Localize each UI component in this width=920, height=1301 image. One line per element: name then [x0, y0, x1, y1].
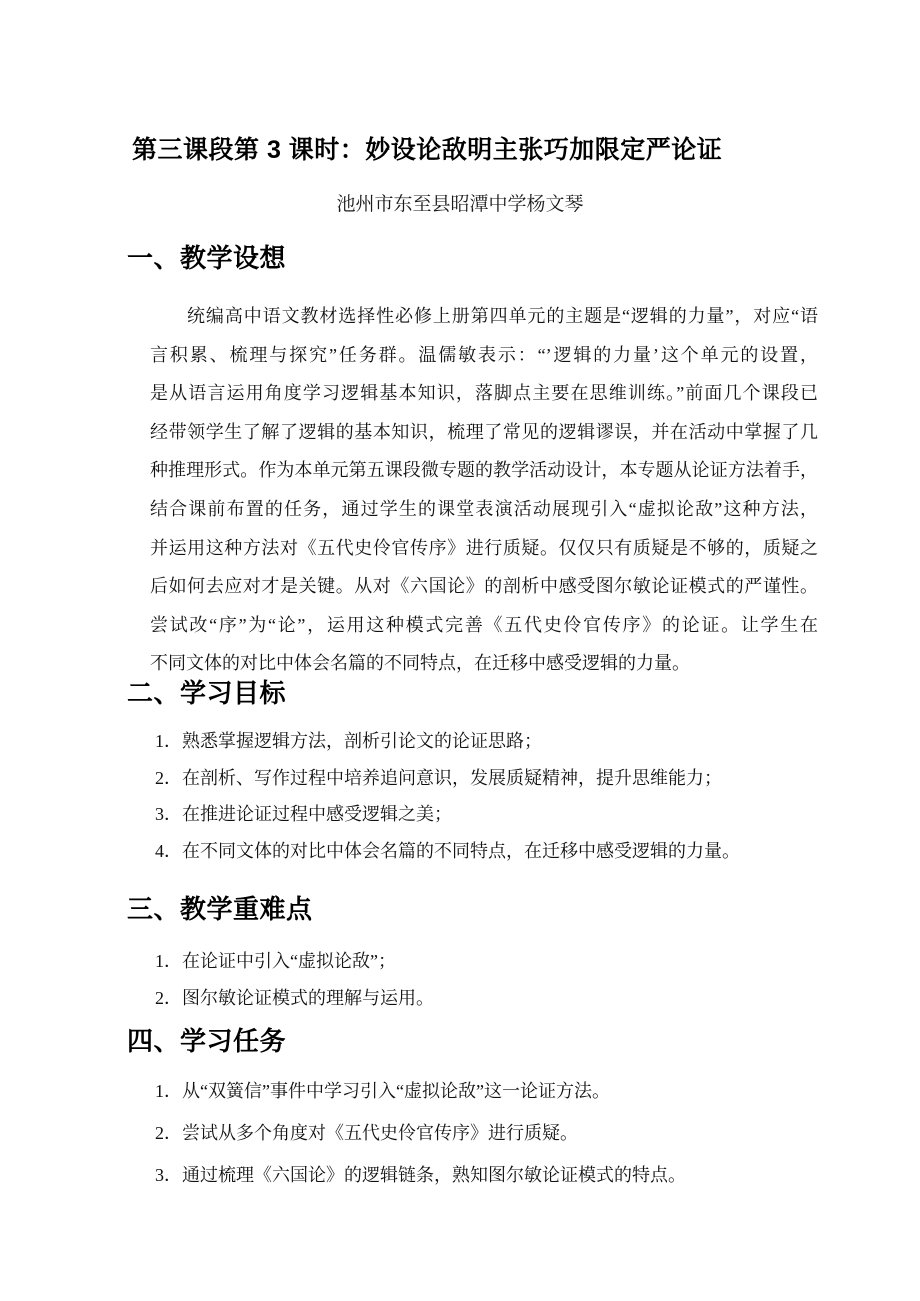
paragraph-line: 后如何去应对才是关键。从对《六国论》的剖析中感受图尔敏论证模式的严谨性。	[150, 576, 818, 597]
paragraph-line: 种推理形式。作为本单元第五课段微专题的教学活动设计，本专题从论证方法着手，	[150, 460, 818, 481]
paragraph-line: 统编高中语文教材选择性必修上册第四单元的主题是“逻辑的力量”，对应“语	[187, 306, 818, 326]
list-item: 2．在剖析、写作过程中培养追问意识，发展质疑精神，提升思维能力；	[155, 767, 722, 788]
list-item: 1．在论证中引入“虚拟论敌”；	[155, 951, 396, 971]
paragraph-line: 是从语言运用角度学习逻辑基本知识，落脚点主要在思维训练。”前面几个课段已	[150, 383, 818, 404]
learning-tasks-list	[155, 1070, 855, 1196]
key-difficulties-list	[155, 943, 855, 1016]
page-title: 第三课段第 3 课时：妙设论敌明主张巧加限定严论证	[132, 136, 723, 164]
list-item: 1．熟悉掌握逻辑方法，剖析引论文的论证思路；	[155, 731, 542, 751]
teaching-idea-paragraph	[150, 297, 818, 683]
section-heading-teaching-idea: 一、教学设想	[127, 243, 287, 273]
paragraph-line: 尝试改“序”为“论”，运用这种模式完善《五代史伶官传序》的论证。让学生在	[150, 614, 818, 635]
section-heading-learning-goals: 二、学习目标	[127, 678, 287, 708]
paragraph-line: 言积累、梳理与探究”任务群。温儒敏表示：“’逻辑的力量’这个单元的设置，	[150, 344, 818, 365]
paragraph-line: 并运用这种方法对《五代史伶官传序》进行质疑。仅仅只有质疑是不够的，质疑之	[150, 537, 818, 558]
learning-goals-list	[155, 723, 855, 869]
paragraph-line: 经带领学生了解了逻辑的基本知识，梳理了常见的逻辑谬误，并在活动中掌握了几	[150, 421, 818, 442]
list-item: 4．在不同文体的对比中体会名篇的不同特点，在迁移中感受逻辑的力量。	[155, 840, 740, 861]
section-heading-key-difficulties: 三、教学重难点	[127, 894, 313, 924]
section-heading-learning-tasks: 四、学习任务	[127, 1026, 287, 1056]
author-line: 池州市东至县昭潭中学杨文琴	[336, 194, 584, 215]
paragraph-line: 结合课前布置的任务，通过学生的课堂表演活动展现引入“虚拟论敌”这种方法，	[150, 498, 818, 519]
list-item: 1．从“双簧信”事件中学习引入“虚拟论敌”这一论证方法。	[155, 1081, 610, 1101]
list-item: 3．通过梳理《六国论》的逻辑链条，熟知图尔敏论证模式的特点。	[155, 1165, 686, 1185]
list-item: 2．图尔敏论证模式的理解与运用。	[155, 987, 434, 1008]
list-item: 3．在推进论证过程中感受逻辑之美；	[155, 804, 452, 825]
list-item: 2．尝试从多个角度对《五代史伶官传序》进行质疑。	[155, 1123, 578, 1143]
paragraph-line: 不同文体的对比中体会名篇的不同特点，在迁移中感受逻辑的力量。	[150, 653, 690, 674]
